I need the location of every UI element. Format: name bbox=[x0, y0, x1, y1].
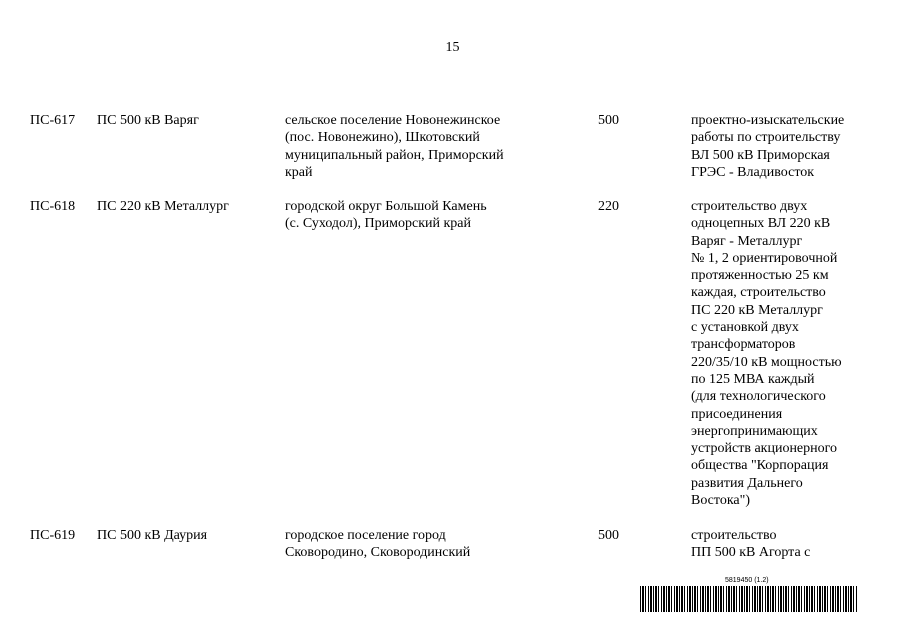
substation-name: ПС 500 кВ Варяг bbox=[97, 113, 199, 128]
barcode bbox=[640, 577, 858, 613]
substation-location: городской округ Большой Камень (с. Суходол), Приморский край bbox=[285, 199, 487, 232]
barcode-bars bbox=[640, 586, 858, 612]
substation-works: проектно-изыскательские работы по строительству ВЛ 500 кВ Приморская ГРЭС - Владивосток bbox=[691, 113, 845, 180]
substation-voltage: 220 bbox=[598, 199, 619, 214]
substation-works: строительство ПП 500 кВ Агорта с bbox=[691, 528, 811, 561]
substation-code: ПС-618 bbox=[30, 199, 76, 214]
substation-voltage: 500 bbox=[598, 528, 619, 543]
barcode-id: 5819450 (1.2) bbox=[725, 577, 769, 584]
substation-code: ПС-617 bbox=[30, 113, 76, 128]
substation-name: ПС 220 кВ Металлург bbox=[97, 199, 229, 214]
substation-location: сельское поселение Новонежинское (пос. Новонежино), Шкотовский муниципальный район, Приморский край bbox=[285, 113, 504, 180]
substation-voltage: 500 bbox=[598, 113, 619, 128]
substation-code: ПС-619 bbox=[30, 528, 76, 543]
substation-location: городское поселение город Сковородино, Сковородинский bbox=[285, 528, 471, 561]
page-number: 15 bbox=[445, 40, 460, 55]
substation-works: строительство двух одноцепных ВЛ 220 кВ Варяг - Металлург № 1, 2 ориентировочной протяженностью 25 км каждая, строительство ПС 220 кВ Металлург с установкой двух трансформаторов 220/35/10 кВ мощностью по 125 МВА каждый (для технологического присоединения энергопринимающих устройств акционерного общества "Корпорация развития Дальнего Востока") bbox=[691, 199, 842, 509]
substation-name: ПС 500 кВ Даурия bbox=[97, 528, 208, 543]
